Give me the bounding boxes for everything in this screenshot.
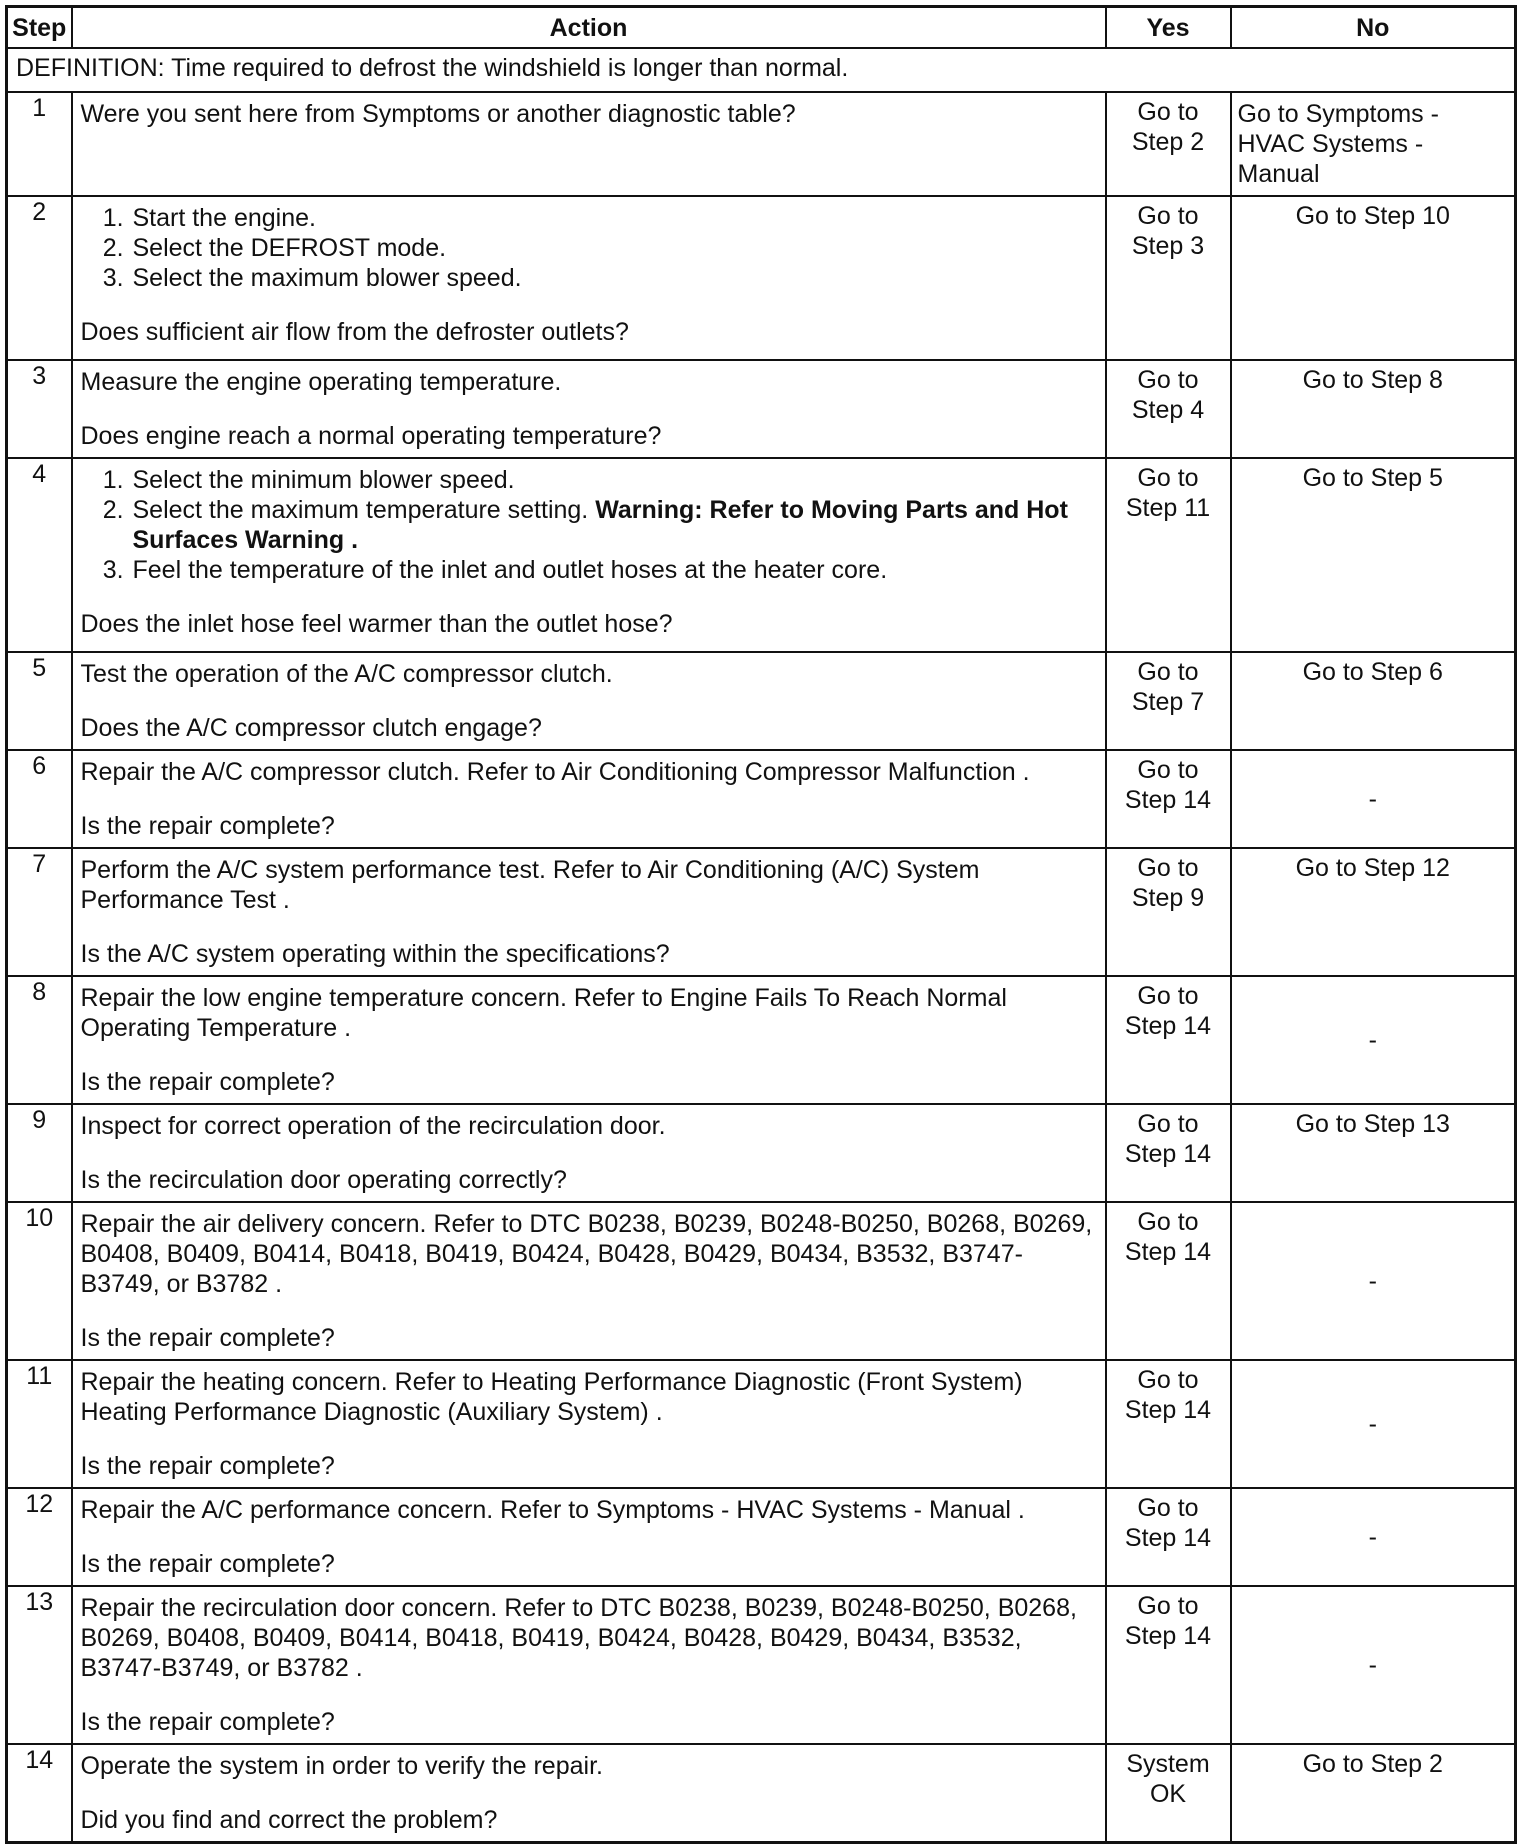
step-number: 7	[7, 848, 72, 976]
yes-link[interactable]: Go to Step 7	[1131, 658, 1205, 716]
step-number: 13	[7, 1586, 72, 1744]
table-row	[7, 360, 1516, 458]
action-question: Is the repair complete?	[80, 1068, 335, 1096]
list-item: 2. Select the DEFROST mode.	[131, 233, 1097, 263]
action-text: Perform the A/C system performance test. Refer to Air Conditioning (A/C) System Performance Test .	[80, 856, 980, 914]
no-value: -	[1368, 1523, 1377, 1551]
header-no: No	[1231, 7, 1516, 49]
step-number: 10	[7, 1202, 72, 1360]
definition-text: DEFINITION: Time required to defrost the windshield is longer than normal.	[7, 48, 1516, 92]
action-text: Repair the A/C compressor clutch. Refer to Air Conditioning Compressor Malfunction .	[80, 758, 1030, 786]
header-row	[7, 7, 1516, 49]
table-row	[7, 1488, 1516, 1586]
action-cell	[72, 1360, 1106, 1488]
action-cell	[72, 1202, 1106, 1360]
action-cell	[72, 360, 1106, 458]
list-item: 3. Feel the temperature of the inlet and outlet hoses at the heater core.	[131, 555, 1097, 585]
list-item: 1. Select the minimum blower speed.	[131, 465, 1097, 495]
yes-link[interactable]: Go to Step 11	[1125, 464, 1211, 522]
no-cell	[1231, 1488, 1516, 1586]
no-cell	[1231, 1586, 1516, 1744]
action-cell	[72, 1104, 1106, 1202]
action-text: Were you sent here from Symptoms or another diagnostic table?	[80, 100, 796, 128]
yes-link[interactable]: Go to Step 14	[1124, 756, 1212, 814]
step-number: 3	[7, 360, 72, 458]
yes-cell	[1106, 196, 1231, 360]
no-link[interactable]: Go to Step 6	[1302, 658, 1443, 686]
no-cell	[1231, 92, 1516, 196]
step-number: 4	[7, 458, 72, 652]
action-text: Measure the engine operating temperature.	[80, 368, 562, 396]
action-cell	[72, 196, 1106, 360]
no-cell	[1231, 196, 1516, 360]
yes-cell	[1106, 976, 1231, 1104]
table-row	[7, 196, 1516, 360]
action-question: Does the inlet hose feel warmer than the outlet hose?	[80, 610, 673, 638]
yes-cell	[1106, 92, 1231, 196]
no-value: -	[1368, 1410, 1377, 1438]
no-link[interactable]: Go to Step 13	[1295, 1110, 1450, 1138]
action-question: Is the repair complete?	[80, 1708, 335, 1736]
action-question: Did you find and correct the problem?	[80, 1806, 498, 1834]
yes-link[interactable]: Go to Step 14	[1124, 1110, 1212, 1168]
table-row	[7, 1202, 1516, 1360]
action-text: Test the operation of the A/C compressor clutch.	[80, 660, 613, 688]
action-question: Does engine reach a normal operating temperature?	[80, 422, 662, 450]
step-number: 5	[7, 652, 72, 750]
no-cell	[1231, 750, 1516, 848]
action-question: Is the repair complete?	[80, 1324, 335, 1352]
yes-cell	[1106, 1202, 1231, 1360]
definition-row	[7, 48, 1516, 92]
action-cell	[72, 458, 1106, 652]
yes-cell	[1106, 1586, 1231, 1744]
table-row	[7, 652, 1516, 750]
yes-link[interactable]: Go to Step 14	[1124, 982, 1212, 1040]
table-row	[7, 1360, 1516, 1488]
action-text: Repair the A/C performance concern. Refer to Symptoms - HVAC Systems - Manual .	[80, 1496, 1025, 1524]
list-item-text: Select the maximum temperature setting.	[132, 496, 596, 524]
yes-cell	[1106, 1488, 1231, 1586]
no-link[interactable]: Go to Step 5	[1302, 464, 1443, 492]
action-cell	[72, 1744, 1106, 1842]
no-cell	[1231, 976, 1516, 1104]
no-link[interactable]: Go to Step 10	[1295, 202, 1450, 230]
yes-link[interactable]: Go to Step 3	[1131, 202, 1205, 260]
table-row	[7, 1104, 1516, 1202]
action-cell	[72, 92, 1106, 196]
no-cell	[1231, 458, 1516, 652]
no-link[interactable]: Go to Step 8	[1302, 366, 1443, 394]
step-number: 9	[7, 1104, 72, 1202]
no-cell	[1231, 360, 1516, 458]
action-question: Is the repair complete?	[80, 812, 335, 840]
header-action: Action	[72, 7, 1106, 49]
action-text: Repair the low engine temperature concern. Refer to Engine Fails To Reach Normal Operating Temperature .	[80, 984, 1007, 1042]
warning-text[interactable]: Warning: Refer to Moving Parts and Hot Surfaces Warning .	[132, 496, 1068, 554]
no-link[interactable]: Go to Step 12	[1295, 854, 1450, 882]
no-value: -	[1368, 785, 1377, 813]
diagnostic-table	[5, 5, 1517, 1844]
no-value: -	[1368, 1026, 1377, 1054]
step-number: 12	[7, 1488, 72, 1586]
no-cell	[1231, 1104, 1516, 1202]
yes-link[interactable]: Go to Step 14	[1124, 1592, 1212, 1650]
yes-link[interactable]: Go to Step 14	[1124, 1494, 1212, 1552]
step-number: 2	[7, 196, 72, 360]
action-cell	[72, 1488, 1106, 1586]
step-number: 8	[7, 976, 72, 1104]
table-row	[7, 976, 1516, 1104]
action-question: Is the A/C system operating within the specifications?	[80, 940, 670, 968]
no-link[interactable]: Go to Step 2	[1302, 1750, 1443, 1778]
action-text: Operate the system in order to verify the repair.	[80, 1752, 603, 1780]
action-question: Does the A/C compressor clutch engage?	[80, 714, 542, 742]
table-row	[7, 92, 1516, 196]
action-text: Repair the heating concern. Refer to Heating Performance Diagnostic (Front System) Heating Performance Diagnostic (Auxiliary System) .	[80, 1368, 1023, 1426]
header-step: Step	[7, 7, 72, 49]
step-number: 1	[7, 92, 72, 196]
action-list	[81, 465, 1097, 585]
action-cell	[72, 1586, 1106, 1744]
yes-link[interactable]: Go to Step 2	[1131, 98, 1205, 156]
action-question: Is the repair complete?	[80, 1452, 335, 1480]
no-value: -	[1368, 1651, 1377, 1679]
yes-cell	[1106, 1744, 1231, 1842]
no-cell	[1231, 1360, 1516, 1488]
step-number: 14	[7, 1744, 72, 1842]
action-cell	[72, 652, 1106, 750]
action-question: Is the repair complete?	[80, 1550, 335, 1578]
yes-cell	[1106, 848, 1231, 976]
step-number: 11	[7, 1360, 72, 1488]
no-cell	[1231, 652, 1516, 750]
yes-cell	[1106, 1104, 1231, 1202]
no-cell	[1231, 1744, 1516, 1842]
action-text: Repair the recirculation door concern. Refer to DTC B0238, B0239, B0248-B0250, B0268, B0269, B0408, B0409, B0414, B0418, B0419, B0424, B0428, B0429, B0434, B3532, B3747-B3749, or B3782 .	[80, 1594, 1077, 1682]
yes-cell	[1106, 458, 1231, 652]
yes-link[interactable]: Go to Step 9	[1131, 854, 1205, 912]
table-row	[7, 1744, 1516, 1842]
step-number: 6	[7, 750, 72, 848]
yes-link[interactable]: Go to Step 14	[1124, 1366, 1212, 1424]
yes-cell	[1106, 652, 1231, 750]
action-cell	[72, 750, 1106, 848]
action-cell	[72, 848, 1106, 976]
yes-cell	[1106, 1360, 1231, 1488]
table-row	[7, 458, 1516, 652]
yes-link[interactable]: Go to Step 14	[1124, 1208, 1212, 1266]
yes-value: System OK	[1126, 1750, 1210, 1808]
no-cell	[1231, 1202, 1516, 1360]
table-row	[7, 848, 1516, 976]
action-text: Inspect for correct operation of the recirculation door.	[80, 1112, 666, 1140]
list-item: 1. Start the engine.	[131, 203, 1097, 233]
action-question: Is the recirculation door operating correctly?	[80, 1166, 567, 1194]
header-yes: Yes	[1106, 7, 1231, 49]
action-text: Repair the air delivery concern. Refer to DTC B0238, B0239, B0248-B0250, B0268, B0269, B0408, B0409, B0414, B0418, B0419, B0424, B0428, B0429, B0434, B3532, B3747-B3749, or B3782 .	[80, 1210, 1093, 1298]
no-cell	[1231, 848, 1516, 976]
action-cell	[72, 976, 1106, 1104]
action-list	[81, 203, 1097, 293]
table-row	[7, 750, 1516, 848]
yes-cell	[1106, 360, 1231, 458]
list-item	[131, 495, 1097, 555]
list-item: 3. Select the maximum blower speed.	[131, 263, 1097, 293]
yes-cell	[1106, 750, 1231, 848]
table-row	[7, 1586, 1516, 1744]
no-value: -	[1368, 1267, 1377, 1295]
no-link[interactable]: Go to Symptoms - HVAC Systems - Manual	[1237, 100, 1439, 188]
yes-link[interactable]: Go to Step 4	[1131, 366, 1205, 424]
action-question: Does sufficient air flow from the defroster outlets?	[80, 318, 629, 346]
